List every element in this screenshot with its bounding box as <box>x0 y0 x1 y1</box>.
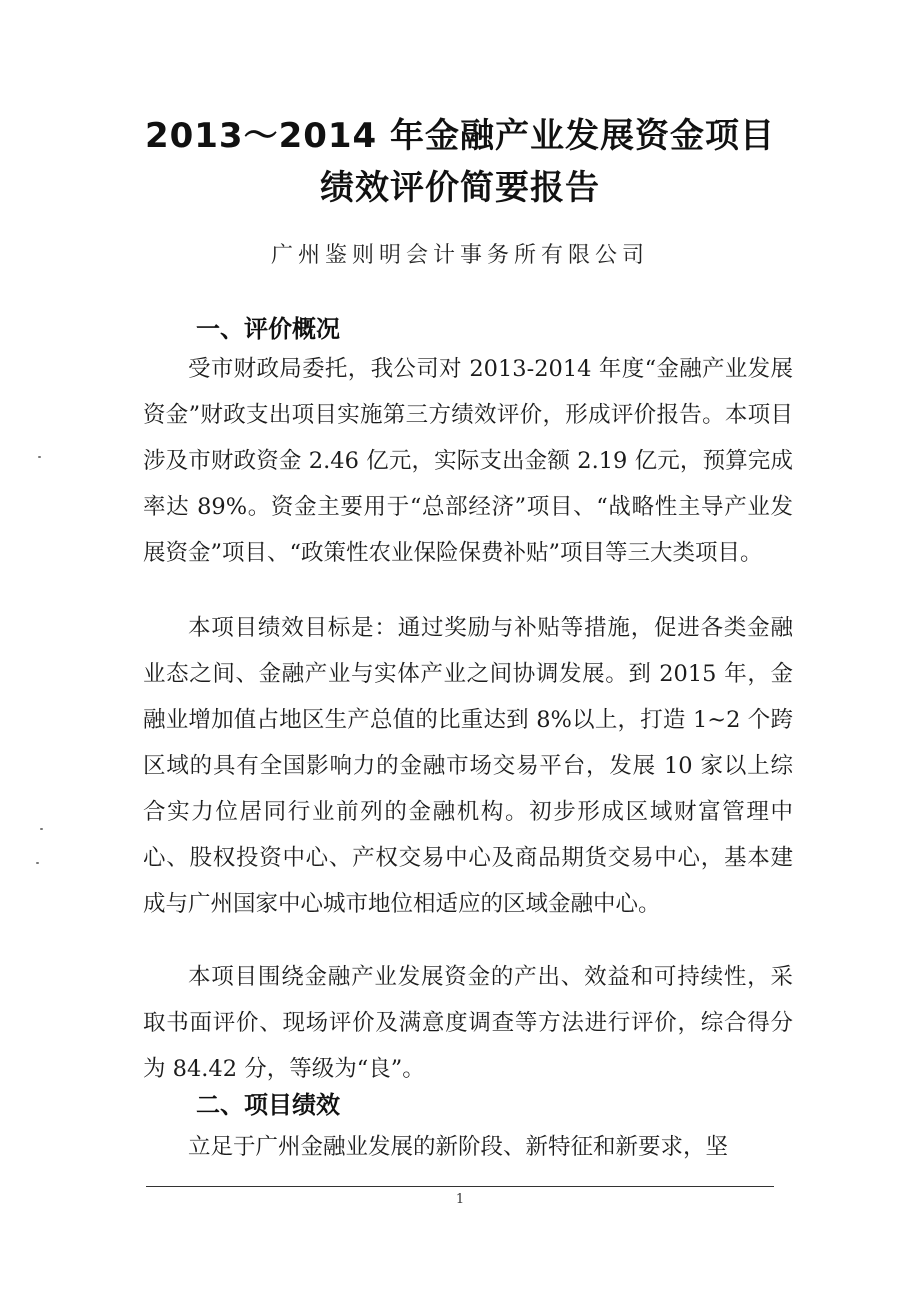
section-heading-performance: 二、项目绩效 <box>196 1091 340 1119</box>
paragraph-performance-1: 立足于广州金融业发展的新阶段、新特征和新要求，坚 <box>188 1134 729 1160</box>
page-number: 1 <box>455 1192 465 1207</box>
paragraph-overview-2: 本项目绩效目标是：通过奖励与补贴等措施，促进各类金融业态之间、金融产业与实体产业之间协调发展。到 2015 年，金融业增加值占地区生产总值的比重达到 8%以上，打造 1~2 个跨区域的具有全国影响力的金融市场交易平台，发展 10 家以上综合实力位居同行业前列的金融机构。初步形成区域财富管理中心、股权投资中心、产权交易中心及商品期货交易中心，基本建成与广州国家中心城市地位相适应的区域金融中心。 <box>143 615 793 917</box>
section-heading-overview: 一、评价概况 <box>196 315 340 343</box>
document-title-line-2: 绩效评价简要报告 <box>320 168 600 208</box>
document-author: 广州鉴则明会计事务所有限公司 <box>270 243 649 268</box>
scan-speck <box>36 862 39 864</box>
scan-speck <box>38 456 41 458</box>
paragraph-overview-1: 受市财政局委托，我公司对 2013-2014 年度“金融产业发展资金”财政支出项目实施第三方绩效评价，形成评价报告。本项目涉及市财政资金 2.46 亿元，实际支出金额 2.19 亿元，预算完成率达 89%。资金主要用于“总部经济”项目、“战略性主导产业发展资金”项目、“政策性农业保险保费补贴”项目等三大类项目。 <box>143 356 793 566</box>
paragraph-overview-3: 本项目围绕金融产业发展资金的产出、效益和可持续性，采取书面评价、现场评价及满意度调查等方法进行评价，综合得分为 84.42 分，等级为“良”。 <box>143 964 793 1082</box>
scan-speck <box>40 828 43 830</box>
document-title-line-1: 2013～2014 年金融产业发展资金项目 <box>144 116 776 156</box>
footer-divider <box>146 1186 774 1187</box>
